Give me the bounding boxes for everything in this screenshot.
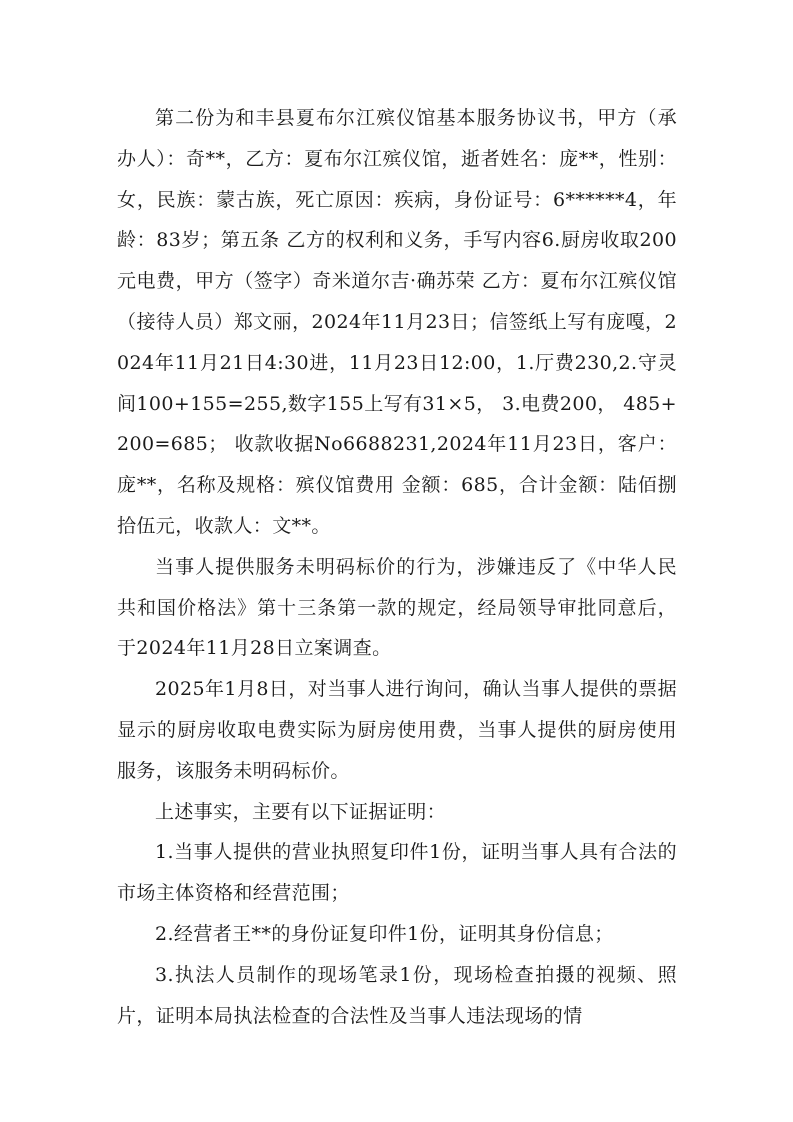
paragraph-evidence-1: 1.当事人提供的营业执照复印件1份，证明当事人具有合法的市场主体资格和经营范围； [117,841,677,905]
document-body [117,98,677,1036]
paragraph-service-agreement: 第二份为和丰县夏布尔江殡仪馆基本服务协议书，甲方（承办人）：奇**，乙方：夏布尔江殡仪馆，逝者姓名：庞**，性别：女，民族：蒙古族，死亡原因：疾病，身份证号：6******4，年龄：83岁；第五条 乙方的权利和义务，手写内容6.厨房收取200元电费，甲方（签字）奇米道尔吉·确苏荣 乙方：夏布尔江殡仪馆（接待人员）郑文丽，2024年11月23日；信签纸上写有庞嘎，2024年11月21日4:30进，11月23日12:00，1.厅费230,2.守灵间100+155=255,数字155上写有31×5， 3.电费200， 485+200=685； 收款收据No6688231,2024年11月23日，客户：庞**，名称及规格：殡仪馆费用 金额：685，合计金额：陆佰捌拾伍元，收款人：文**。 [117,107,677,537]
paragraph-case-filing: 当事人提供服务未明码标价的行为，涉嫌违反了《中华人民共和国价格法》第十三条第一款的规定，经局领导审批同意后，于2024年11月28日立案调查。 [117,555,677,660]
paragraph-inquiry: 2025年1月8日，对当事人进行询问，确认当事人提供的票据显示的厨房收取电费实际为厨房使用费，当事人提供的厨房使用服务，该服务未明码标价。 [117,678,677,782]
paragraph-evidence-3: 3.执法人员制作的现场笔录1份，现场检查拍摄的视频、照片，证明本局执法检查的合法性及当事人违法现场的情 [117,963,677,1027]
paragraph-evidence-2: 2.经营者王**的身份证复印件1份，证明其身份信息； [155,922,614,945]
paragraph-evidence-intro: 上述事实，主要有以下证据证明： [155,800,447,823]
